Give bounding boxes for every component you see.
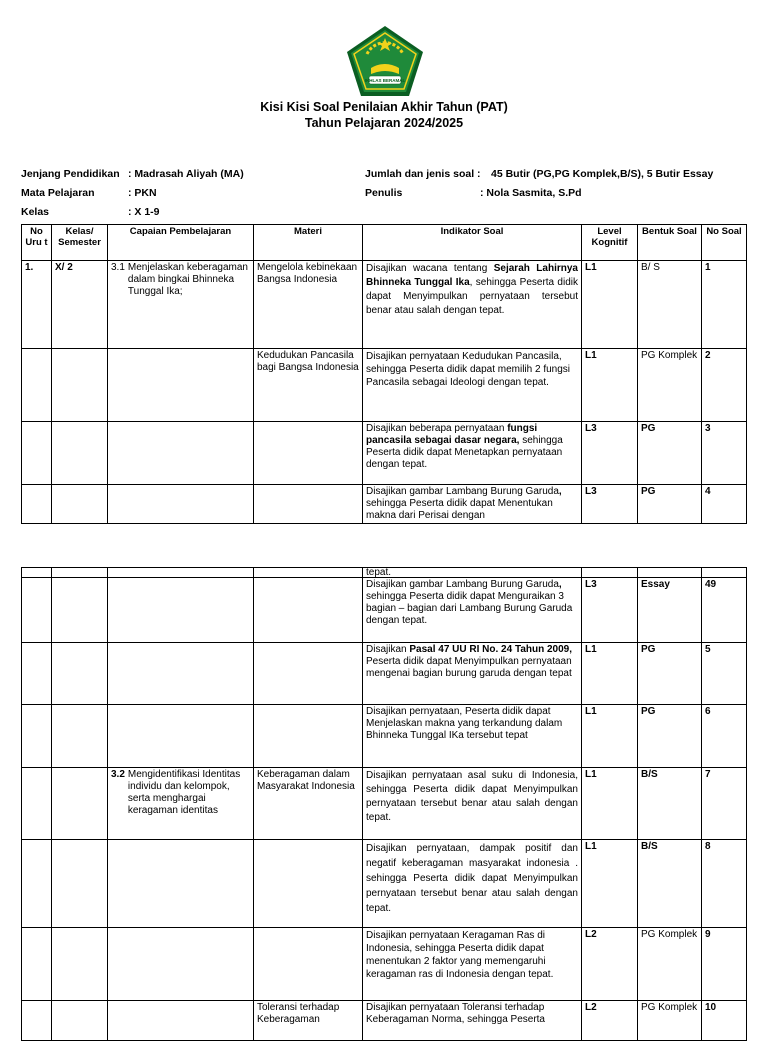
cell-materi (254, 568, 363, 578)
cell-materi: Toleransi terhadap Keberagaman (254, 1001, 363, 1041)
indikator-bold: Pasal 47 UU RI No. 24 Tahun 2009, (409, 644, 573, 655)
col-header-bentuk: Bentuk Soal (638, 225, 702, 261)
cell-kelas (52, 349, 108, 422)
document-subtitle: Tahun Pelajaran 2024/2025 (304, 116, 464, 130)
cell-kelas (52, 840, 108, 928)
col-header-level: Level Kognitif (582, 225, 638, 261)
cell-indikator (363, 928, 582, 1001)
cell-materi (254, 705, 363, 768)
col-header-materi: Materi (254, 225, 363, 261)
indikator-text: Disajikan pernyataan Toleransi terhadap Keberagaman Norma, sehingga Peserta (366, 1002, 545, 1025)
indikator-text-end: , sehingga Peserta didik dapat Menyimpulkan pernyataan tersebut benar atau salah dengan tepat. (366, 277, 578, 316)
table-row (22, 705, 747, 768)
cell-no: 1. (22, 261, 52, 349)
cell-level: L1 (582, 349, 638, 422)
cell-capaian (108, 485, 254, 524)
table-row (22, 568, 747, 578)
cell-bentuk: PG (638, 643, 702, 705)
cell-nosoal: 6 (702, 705, 747, 768)
cell-nosoal: 10 (702, 1001, 747, 1041)
cell-indikator (363, 568, 582, 578)
cell-nosoal: 9 (702, 928, 747, 1001)
cell-no (22, 705, 52, 768)
cell-indikator (363, 485, 582, 524)
cell-materi: Mengelola kebinekaan Bangsa Indonesia (254, 261, 363, 349)
cell-capaian (108, 568, 254, 578)
indikator-text-end: sehingga Peserta didik dapat Menetapkan pernyataan dengan tepat. (366, 435, 563, 470)
cell-indikator (363, 643, 582, 705)
cell-bentuk: PG Komplek (638, 1001, 702, 1041)
indikator-text: Disajikan wacana tentang (366, 263, 494, 274)
cell-indikator (363, 261, 582, 349)
cell-level: L2 (582, 928, 638, 1001)
cell-capaian (108, 1001, 254, 1041)
cell-capaian (108, 705, 254, 768)
cell-materi (254, 422, 363, 485)
cell-bentuk (638, 568, 702, 578)
jenjang-label: Jenjang Pendidikan (21, 168, 120, 180)
indikator-bold: , (558, 579, 562, 590)
table-row (22, 840, 747, 928)
cell-nosoal: 2 (702, 349, 747, 422)
cell-level: L1 (582, 643, 638, 705)
jumlah-value: 45 Butir (PG,PG Komplek,B/S), 5 Butir Essay (491, 168, 714, 180)
indikator-text: Disajikan pernyataan Kedudukan Pancasila, sehingga Peserta didik dapat memilih 2 fungsi Pancasila sebagai Ideologi dengan tepat. (366, 351, 571, 388)
cell-no (22, 840, 52, 928)
indikator-text: Disajikan gambar Lambang Burung Garuda (366, 486, 559, 497)
cell-no (22, 1001, 52, 1041)
cell-level: L2 (582, 1001, 638, 1041)
col-header-nosoal: No Soal (702, 225, 747, 261)
indikator-text: Disajikan pernyataan Keragaman Ras di Indonesia, sehingga Peserta didik dapat menentukan 2 faktor yang memengaruhi keragaman ras di Indonesia dengan tepat. (366, 930, 554, 980)
cell-bentuk: PG (638, 485, 702, 524)
cell-no (22, 768, 52, 840)
cell-level (582, 568, 638, 578)
indikator-bold: Sejarah Lahirnya Bhinneka Tunggal Ika (366, 263, 578, 288)
cell-kelas (52, 422, 108, 485)
jenjang-value: : Madrasah Aliyah (MA) (128, 168, 244, 180)
col-header-kelas: Kelas/ Semester (52, 225, 108, 261)
cell-kelas (52, 578, 108, 643)
kisi-table-page-2 (21, 567, 747, 1041)
capaian-number: 3.2 (111, 769, 125, 780)
cell-no (22, 643, 52, 705)
cell-indikator (363, 578, 582, 643)
indikator-text: Disajikan gambar Lambang Burung Garuda (366, 579, 559, 590)
cell-materi (254, 840, 363, 928)
cell-materi: Keberagaman dalam Masyarakat Indonesia (254, 768, 363, 840)
kelas-value: : X 1-9 (128, 206, 160, 218)
cell-capaian (108, 422, 254, 485)
penulis-value: : Nola Sasmita, S.Pd (480, 187, 582, 199)
cell-no (22, 485, 52, 524)
indikator-text-end: sehingga Peserta didik dapat Menentukan makna dari Perisai dengan (366, 498, 553, 521)
indikator-bold: fungsi pancasila sebagai dasar negara, (366, 423, 538, 446)
mapel-label: Mata Pelajaran (21, 187, 95, 199)
cell-indikator (363, 422, 582, 485)
indikator-text: Disajikan pernyataan asal suku di Indonesia, sehingga Peserta didik dapat Menyimpulkan pernyataan tersebut benar atau salah dengan tepat. (366, 770, 578, 823)
cell-level: L3 (582, 578, 638, 643)
cell-nosoal (702, 568, 747, 578)
cell-materi (254, 643, 363, 705)
cell-bentuk: B/ S (638, 261, 702, 349)
cell-kelas (52, 568, 108, 578)
indikator-text: Disajikan beberapa pernyataan (366, 423, 508, 434)
cell-no (22, 568, 52, 578)
cell-nosoal: 7 (702, 768, 747, 840)
logo-text: IKHLAS BERAMAL (364, 78, 406, 83)
indikator-text: Disajikan (366, 644, 410, 655)
cell-bentuk: Essay (638, 578, 702, 643)
cell-no (22, 422, 52, 485)
cell-kelas (52, 485, 108, 524)
capaian-number: 3.1 (111, 262, 125, 273)
cell-bentuk: PG (638, 705, 702, 768)
jumlah-label: Jumlah dan jenis soal : (365, 168, 481, 180)
cell-no (22, 928, 52, 1001)
cell-no (22, 349, 52, 422)
table-row (22, 485, 747, 524)
col-header-capaian: Capaian Pembelajaran (108, 225, 254, 261)
cell-kelas (52, 928, 108, 1001)
indikator-text: Disajikan pernyataan, dampak positif dan negatif keberagaman masyarakat indonesia . sehingga Peserta didik dapat Menyimpulkan pernyataan tersebut benar atau salah dengan tepat. (366, 843, 578, 914)
cell-indikator (363, 1001, 582, 1041)
cell-bentuk: B/S (638, 840, 702, 928)
cell-materi (254, 578, 363, 643)
cell-materi (254, 485, 363, 524)
indikator-text: Disajikan pernyataan, Peserta didik dapat Menjelaskan makna yang terkandung dalam Bhinneka Tunggal IKa tersebut tepat (366, 706, 563, 741)
cell-indikator (363, 705, 582, 768)
col-header-no: No Uru t (22, 225, 52, 261)
kisi-table-page-1 (21, 224, 747, 524)
cell-kelas (52, 768, 108, 840)
table-row (22, 261, 747, 349)
capaian-text: Mengidentifikasi Identitas individu dan kelompok, serta menghargai keragaman identitas (127, 769, 241, 816)
document-title: Kisi Kisi Soal Penilaian Akhir Tahun (PAT) (260, 100, 508, 114)
capaian-text: Menjelaskan keberagaman dalam bingkai Bhinneka Tunggal Ika; (127, 262, 248, 297)
col-header-indikator: Indikator Soal (363, 225, 582, 261)
kelas-label: Kelas (21, 206, 50, 218)
cell-capaian (108, 349, 254, 422)
cell-nosoal: 4 (702, 485, 747, 524)
cell-nosoal: 3 (702, 422, 747, 485)
table-row (22, 349, 747, 422)
cell-bentuk: PG (638, 422, 702, 485)
cell-level: L1 (582, 261, 638, 349)
penulis-label: Penulis (365, 187, 403, 199)
cell-nosoal: 1 (702, 261, 747, 349)
cell-level: L1 (582, 768, 638, 840)
mapel-value: : PKN (128, 187, 157, 199)
cell-capaian (108, 840, 254, 928)
indikator-text: tepat. (366, 567, 392, 578)
cell-capaian (108, 578, 254, 643)
cell-indikator (363, 768, 582, 840)
indikator-bold: , (558, 486, 562, 497)
cell-kelas (52, 643, 108, 705)
cell-nosoal: 49 (702, 578, 747, 643)
svg-text:IKHLAS BERAMAL (365, 78, 406, 83)
indikator-text-end: sehingga Peserta didik dapat Menguraikan 3 bagian – bagian dari Lambang Burung Garuda dengan tepat. (366, 591, 573, 626)
cell-indikator (363, 349, 582, 422)
cell-nosoal: 8 (702, 840, 747, 928)
cell-kelas: X/ 2 (52, 261, 108, 349)
cell-no (22, 578, 52, 643)
kemenag-logo (345, 24, 425, 98)
cell-bentuk: PG Komplek (638, 349, 702, 422)
cell-capaian (108, 768, 254, 840)
table-row (22, 643, 747, 705)
cell-capaian (108, 928, 254, 1001)
cell-materi: Kedudukan Pancasila bagi Bangsa Indonesia (254, 349, 363, 422)
cell-level: L1 (582, 705, 638, 768)
cell-capaian (108, 261, 254, 349)
indikator-text-end: Peserta didik dapat Menyimpulkan pernyataan mengenai bagian burung garuda dengan tepat (366, 656, 572, 679)
cell-materi (254, 928, 363, 1001)
cell-kelas (52, 1001, 108, 1041)
cell-capaian (108, 643, 254, 705)
cell-kelas (52, 705, 108, 768)
cell-level: L3 (582, 422, 638, 485)
table-row (22, 422, 747, 485)
cell-bentuk: B/S (638, 768, 702, 840)
table-row (22, 1001, 747, 1041)
cell-level: L1 (582, 840, 638, 928)
cell-level: L3 (582, 485, 638, 524)
table-header-row (22, 225, 747, 261)
cell-indikator (363, 840, 582, 928)
table-row (22, 578, 747, 643)
cell-nosoal: 5 (702, 643, 747, 705)
cell-bentuk: PG Komplek (638, 928, 702, 1001)
table-row (22, 928, 747, 1001)
table-row (22, 768, 747, 840)
